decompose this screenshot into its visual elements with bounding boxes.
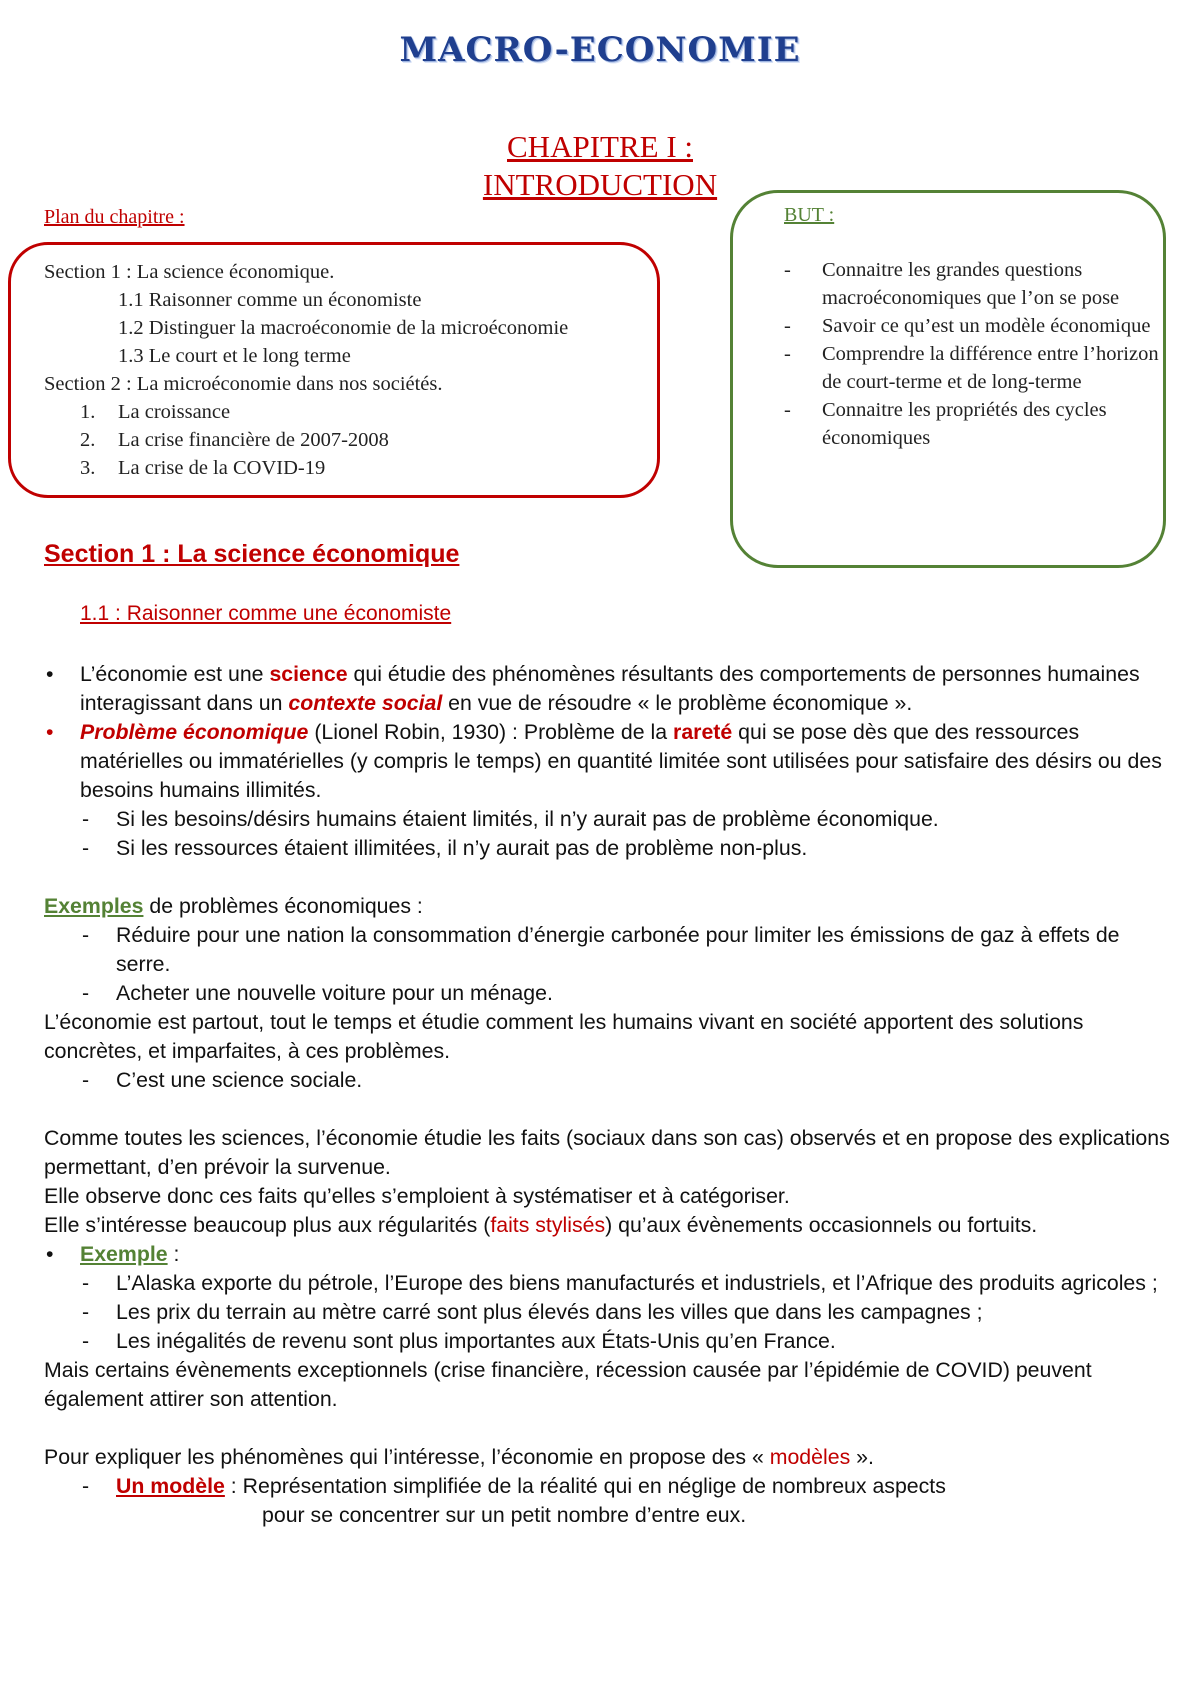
- plan-section-1: Section 1 : La science économique.: [44, 261, 335, 283]
- term-exemple: Exemple: [80, 1242, 168, 1266]
- item-text: La croissance: [118, 401, 231, 423]
- dash-item-modele: [44, 1472, 1174, 1501]
- plan-item: 1.2 Distinguer la macroéconomie de la microéconomie: [118, 317, 569, 339]
- chapter-title: INTRODUCTION: [482, 167, 718, 202]
- but-item: - Savoir ce qu’est un modèle économique: [784, 312, 1164, 340]
- bullet-economie: [44, 660, 1174, 718]
- term-un-modele: Un modèle: [116, 1474, 225, 1498]
- text: : Représentation simplifiée de la réalité qui en néglige de nombreux aspects: [224, 1474, 946, 1498]
- term-rarete: rareté: [673, 720, 733, 744]
- plan-numbered-item: [44, 398, 664, 426]
- item-number: 1.: [80, 401, 96, 423]
- term-probleme-economique: Problème économique: [80, 720, 309, 744]
- item-number: 3.: [80, 457, 96, 479]
- plan-numbered-item: [44, 454, 664, 482]
- paragraph-continuation: pour se concentrer sur un petit nombre d’entre eux.: [262, 1503, 747, 1527]
- item-text: La crise financière de 2007-2008: [118, 429, 389, 451]
- text: de problèmes économiques :: [143, 894, 423, 918]
- text: Elle s’intéresse beaucoup plus aux régularités (: [44, 1213, 491, 1237]
- chapter-number: CHAPITRE I :: [507, 129, 693, 164]
- text: L’économie est une: [80, 662, 270, 686]
- dash-item: - Réduire pour une nation la consommation d’énergie carbonée pour limiter les émissions de gaz à effets de serre.: [44, 921, 1174, 979]
- term-science: science: [269, 662, 348, 686]
- but-label: BUT :: [784, 204, 835, 226]
- plan-numbered-item: [44, 426, 664, 454]
- term-exemples: Exemples: [44, 894, 144, 918]
- dash-item: - Si les ressources étaient illimitées, il n’y aurait pas de problème non-plus.: [44, 834, 1174, 863]
- text: :: [167, 1242, 180, 1266]
- paragraph: [44, 1443, 1174, 1472]
- text: Pour expliquer les phénomènes qui l’intéresse, l’économie en propose des «: [44, 1445, 770, 1469]
- dash-item: - Les prix du terrain au mètre carré sont plus élevés dans les villes que dans les campagnes ;: [44, 1298, 1174, 1327]
- document-title: MACRO-ECONOMIE: [399, 30, 801, 70]
- term-faits-stylises: faits stylisés: [490, 1213, 606, 1237]
- bullet-probleme: [44, 718, 1174, 805]
- term-modeles: modèles: [769, 1445, 851, 1469]
- text: qui se pose dès que des ressources matérielles ou immatérielles (y compris le temps) en quantité limitée sont utilisées pour satisfaire des désirs ou des besoins humains illimités.: [80, 720, 1162, 802]
- dash-item: - Si les besoins/désirs humains étaient limités, il n’y aurait pas de problème économique.: [44, 805, 1174, 834]
- term-contexte-social: contexte social: [288, 691, 443, 715]
- plan-item: 1.3 Le court et le long terme: [118, 345, 351, 367]
- but-list: [784, 256, 1164, 452]
- item-number: 2.: [80, 429, 96, 451]
- subsection-heading: 1.1 : Raisonner comme une économiste: [80, 602, 452, 625]
- but-item: - Connaitre les propriétés des cycles économiques: [784, 396, 1164, 452]
- dash-item: - C’est une science sociale.: [44, 1066, 1174, 1095]
- text: qui étudie des phénomènes résultants des comportements de personnes humaines interagissant dans un: [80, 662, 1140, 715]
- section-body: [44, 660, 1174, 1530]
- dash-item: - Les inégalités de revenu sont plus importantes aux États-Unis qu’en France.: [44, 1327, 1174, 1356]
- paragraph: [44, 1211, 1174, 1240]
- plan-section-2: Section 2 : La microéconomie dans nos sociétés.: [44, 373, 443, 395]
- text: en vue de résoudre « le problème économique ».: [442, 691, 913, 715]
- plan-item: 1.1 Raisonner comme un économiste: [118, 289, 422, 311]
- dash-item: - Acheter une nouvelle voiture pour un ménage.: [44, 979, 1174, 1008]
- paragraph: Mais certains évènements exceptionnels (crise financière, récession causée par l’épidémie de COVID) peuvent également attirer son attention.: [44, 1358, 1092, 1411]
- plan-content: [44, 258, 664, 482]
- text: (Lionel Robin, 1930) : Problème de la: [308, 720, 674, 744]
- paragraph: Comme toutes les sciences, l’économie étudie les faits (sociaux dans son cas) observés et en propose des explications permettant, d’en prévoir la survenue.: [44, 1126, 1170, 1179]
- exemples-line: [44, 892, 1174, 921]
- bullet-exemple: [44, 1240, 1174, 1269]
- section-heading: Section 1 : La science économique: [44, 540, 460, 568]
- plan-label: Plan du chapitre :: [44, 206, 185, 228]
- text: ».: [850, 1445, 874, 1469]
- paragraph: Elle observe donc ces faits qu’elles s’emploient à systématiser et à catégoriser.: [44, 1184, 790, 1208]
- but-item: - Comprendre la différence entre l’horizon de court-terme et de long-terme: [784, 340, 1164, 396]
- item-text: La crise de la COVID-19: [118, 457, 326, 479]
- text: ) qu’aux évènements occasionnels ou fortuits.: [605, 1213, 1038, 1237]
- but-item: - Connaitre les grandes questions macroéconomiques que l’on se pose: [784, 256, 1164, 312]
- dash-item: - L’Alaska exporte du pétrole, l’Europe des biens manufacturés et industriels, et l’Afrique des produits agricoles ;: [44, 1269, 1174, 1298]
- paragraph: L’économie est partout, tout le temps et étudie comment les humains vivant en société apportent des solutions concrètes, et imparfaites, à ces problèmes.: [44, 1010, 1084, 1063]
